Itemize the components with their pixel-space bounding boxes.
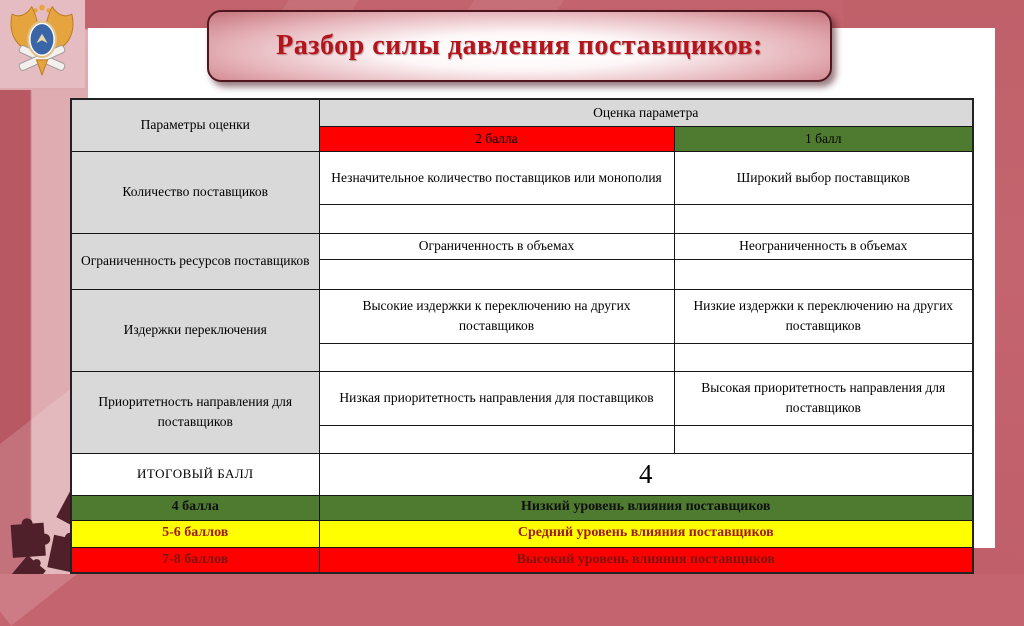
score1-cell: Низкие издержки к переключению на других поставщиков bbox=[674, 289, 973, 343]
score2-cell: Незначительное количество поставщиков или монополия bbox=[319, 151, 674, 204]
empty-cell bbox=[674, 204, 973, 233]
total-score-value: 4 bbox=[319, 453, 973, 495]
score2-cell: Высокие издержки к переключению на других поставщиков bbox=[319, 289, 674, 343]
legend-label: Низкий уровень влияния поставщиков bbox=[319, 495, 973, 520]
total-score-label: ИТОГОВЫЙ БАЛЛ bbox=[71, 453, 319, 495]
empty-cell bbox=[319, 204, 674, 233]
empty-cell bbox=[674, 343, 973, 371]
header-score-1: 1 балл bbox=[674, 126, 973, 151]
empty-cell bbox=[674, 425, 973, 453]
param-label: Количество поставщиков bbox=[71, 151, 319, 233]
legend-range: 5-6 баллов bbox=[71, 520, 319, 547]
empty-cell bbox=[319, 259, 674, 289]
score1-cell: Широкий выбор поставщиков bbox=[674, 151, 973, 204]
param-label: Издержки переключения bbox=[71, 289, 319, 371]
legend-range: 7-8 баллов bbox=[71, 547, 319, 573]
empty-cell bbox=[319, 343, 674, 371]
legend-label: Средний уровень влияния поставщиков bbox=[319, 520, 973, 547]
header-score-2: 2 балла bbox=[319, 126, 674, 151]
title-banner bbox=[207, 10, 832, 82]
score2-cell: Низкая приоритетность направления для поставщиков bbox=[319, 371, 674, 425]
header-score: Оценка параметра bbox=[319, 99, 973, 126]
score1-cell: Неограниченность в объемах bbox=[674, 233, 973, 259]
empty-cell bbox=[319, 425, 674, 453]
logo-area bbox=[0, 0, 85, 88]
score2-cell: Ограниченность в объемах bbox=[319, 233, 674, 259]
legend-range: 4 балла bbox=[71, 495, 319, 520]
score1-cell: Высокая приоритетность направления для поставщиков bbox=[674, 371, 973, 425]
assessment-table bbox=[70, 98, 974, 574]
coat-of-arms-icon bbox=[4, 2, 80, 86]
legend-label: Высокий уровень влияния поставщиков bbox=[319, 547, 973, 573]
param-label: Ограниченность ресурсов поставщиков bbox=[71, 233, 319, 289]
empty-cell bbox=[674, 259, 973, 289]
param-label: Приоритетность направления для поставщиков bbox=[71, 371, 319, 453]
header-params: Параметры оценки bbox=[71, 99, 319, 151]
page-title: Разбор силы давления поставщиков: bbox=[276, 30, 763, 61]
